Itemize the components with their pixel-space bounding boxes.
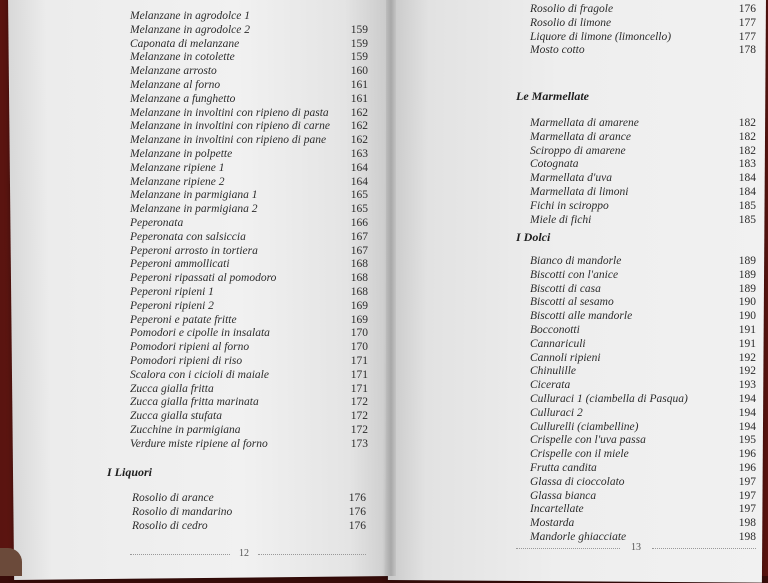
entry-page-number: 172 — [350, 410, 368, 423]
entry-page-number: 189 — [738, 282, 756, 295]
entry-page-number: 189 — [738, 268, 756, 281]
entry-page-number: 194 — [738, 392, 756, 405]
entry-page-number: 171 — [350, 354, 368, 367]
index-entry — [530, 255, 756, 269]
entry-page-number: 178 — [738, 44, 756, 57]
entry-title: Marmellata d'uva — [530, 172, 612, 185]
entry-title: Pomodori ripieni di riso — [130, 354, 243, 367]
entry-page-number: 184 — [738, 172, 756, 185]
entry-title: Crispelle con il miele — [530, 448, 629, 461]
entry-title: Cannariculi — [530, 337, 586, 350]
entry-title: Miele di fichi — [530, 213, 592, 226]
entry-title: Verdure miste ripiene al forno — [130, 437, 268, 450]
entry-title: Culluraci 2 — [530, 406, 583, 419]
index-entry — [530, 490, 756, 504]
entry-page-number: 194 — [738, 406, 756, 419]
index-entry — [530, 214, 756, 228]
entry-title: Chinulille — [530, 365, 576, 378]
entry-title: Melanzane in cotolette — [130, 51, 235, 64]
entry-title: Cullurelli (ciambelline) — [530, 420, 639, 433]
entry-page-number: 167 — [350, 244, 368, 257]
entry-title: Rosolio di cedro — [132, 519, 208, 532]
entry-title: Peperoni ripassati al pomodoro — [130, 272, 277, 285]
index-entry — [132, 492, 366, 506]
entry-page-number: 176 — [348, 519, 366, 532]
right-page-number: 13 — [631, 542, 641, 553]
index-entry — [530, 269, 756, 283]
index-entry — [530, 186, 756, 200]
entry-page-number: 189 — [738, 255, 756, 267]
index-entry — [530, 200, 756, 214]
entry-title: Frutta candita — [530, 461, 597, 474]
index-entry — [530, 503, 756, 517]
entry-title: Crispelle con l'uva passa — [530, 434, 646, 447]
entry-title: Peperoni ripieni 1 — [130, 285, 214, 298]
thumb — [0, 548, 22, 576]
entry-page-number: 171 — [350, 368, 368, 381]
entry-title: Peperoni ammollicati — [130, 258, 230, 271]
entry-title: Glassa di cioccolato — [530, 475, 625, 488]
index-entry — [530, 172, 756, 186]
index-entry — [130, 38, 368, 52]
entry-page-number: 182 — [738, 144, 756, 157]
index-entry — [530, 365, 756, 379]
entry-page-number: 197 — [738, 489, 756, 502]
entry-title: Peperoni e patate fritte — [130, 313, 237, 326]
index-entry — [130, 203, 368, 217]
index-entry — [530, 448, 756, 462]
entry-title: Melanzane in parmigiana 2 — [130, 203, 258, 216]
index-entry — [130, 355, 368, 369]
index-entry — [530, 310, 756, 324]
section-dolci — [516, 229, 756, 245]
index-entry — [130, 120, 368, 134]
entry-title: Biscotti alle mandorle — [530, 310, 633, 323]
entry-page-number: 161 — [350, 78, 368, 91]
entry-page-number: 163 — [350, 147, 368, 160]
index-entry — [130, 300, 368, 314]
entry-title: Pomodori e cipolle in insalata — [130, 327, 270, 340]
index-entry — [530, 145, 756, 159]
entry-page-number: 164 — [350, 175, 368, 188]
entry-title: Zucca gialla fritta marinata — [130, 396, 259, 409]
entry-page-number: 162 — [350, 134, 368, 147]
index-entry — [130, 424, 368, 438]
index-entry — [530, 17, 756, 31]
entry-page-number: 191 — [738, 337, 756, 350]
entry-page-number: 196 — [738, 448, 756, 461]
section-title-marmellate: Le Marmellate — [516, 89, 589, 103]
right-page-footer — [516, 542, 756, 554]
entry-page-number: 192 — [738, 351, 756, 364]
entry-title: Melanzane arrosto — [130, 65, 217, 78]
entry-title: Peperonata con salsiccia — [130, 230, 246, 243]
index-entry — [530, 131, 756, 145]
entry-title: Liquore di limone (limoncello) — [530, 30, 672, 43]
index-entry — [130, 148, 368, 162]
entry-page-number: 177 — [738, 30, 756, 43]
entry-page-number: 170 — [350, 341, 368, 354]
entry-page-number: 195 — [738, 434, 756, 447]
index-entry — [132, 520, 366, 534]
index-entry — [530, 462, 756, 476]
entry-title: Melanzane in involtini con ripieno di pasta — [130, 106, 329, 119]
entry-page-number: 165 — [350, 189, 368, 202]
section-title-dolci: I Dolci — [516, 230, 551, 244]
entry-page-number: 172 — [350, 396, 368, 409]
index-entry — [130, 24, 368, 38]
index-entry — [130, 438, 368, 452]
marmellate-list — [530, 117, 756, 227]
section-liquori — [107, 464, 367, 480]
entry-title: Biscotti con l'anice — [530, 268, 619, 281]
entry-page-number: 184 — [738, 185, 756, 198]
entry-title: Melanzane in polpette — [130, 147, 233, 160]
entry-page-number: 183 — [738, 158, 756, 171]
entry-page-number: 172 — [350, 423, 368, 436]
entry-page-number: 160 — [350, 65, 368, 78]
index-entry — [132, 506, 366, 520]
index-entry — [130, 341, 368, 355]
entry-page-number: 198 — [738, 530, 756, 543]
entry-title: Zucchine in parmigiana — [130, 423, 241, 436]
entry-title: Rosolio di fragole — [530, 3, 614, 15]
entry-title: Cicerata — [530, 379, 571, 392]
entry-page-number: 159 — [350, 37, 368, 50]
index-entry — [530, 393, 756, 407]
entry-title: Bianco di mandorle — [530, 255, 622, 267]
index-entry — [530, 338, 756, 352]
entry-title: Marmellata di arance — [530, 130, 631, 143]
entry-page-number: 176 — [348, 505, 366, 518]
entry-title: Biscotti al sesamo — [530, 296, 614, 309]
right-top-list — [530, 3, 756, 58]
entry-title: Incartellate — [530, 503, 584, 516]
entry-page-number: 176 — [738, 3, 756, 15]
index-entry — [130, 383, 368, 397]
left-page-footer — [130, 548, 366, 560]
index-entry — [530, 352, 756, 366]
index-entry — [130, 314, 368, 328]
entry-page-number: 196 — [738, 461, 756, 474]
left-page-number: 12 — [239, 548, 249, 559]
entry-title: Melanzane ripiene 2 — [130, 175, 225, 188]
index-entry — [530, 3, 756, 17]
entry-page-number: 171 — [350, 382, 368, 395]
entry-title: Peperoni arrosto in tortiera — [130, 244, 258, 257]
entry-page-number: 170 — [350, 327, 368, 340]
entry-page-number: 168 — [350, 258, 368, 271]
index-entry — [530, 434, 756, 448]
index-entry — [130, 189, 368, 203]
entry-page-number: 182 — [738, 117, 756, 129]
index-entry — [130, 107, 368, 121]
entry-page-number: 165 — [350, 203, 368, 216]
section-marmellate — [516, 88, 756, 104]
index-entry — [530, 379, 756, 393]
entry-page-number: 191 — [738, 323, 756, 336]
entry-page-number: 159 — [350, 51, 368, 64]
entry-page-number: 169 — [350, 299, 368, 312]
entry-page-number: 182 — [738, 130, 756, 143]
section-title-liquori: I Liquori — [107, 465, 153, 479]
entry-title: Marmellata di limoni — [530, 185, 629, 198]
entry-page-number: 162 — [350, 120, 368, 133]
index-entry — [530, 44, 756, 58]
entry-title: Mostarda — [530, 517, 575, 530]
entry-page-number: 197 — [738, 475, 756, 488]
entry-title: Melanzane in agrodolce 1 — [130, 10, 250, 22]
index-entry — [530, 296, 756, 310]
entry-page-number: 185 — [738, 199, 756, 212]
index-entry — [130, 79, 368, 93]
entry-page-number: 167 — [350, 230, 368, 243]
entry-page-number: 193 — [738, 379, 756, 392]
entry-title: Biscotti di casa — [530, 282, 601, 295]
entry-title: Melanzane in involtini con ripieno di pane — [130, 134, 327, 147]
entry-title: Melanzane al forno — [130, 78, 221, 91]
entry-page-number: 192 — [738, 365, 756, 378]
entry-title: Rosolio di mandarino — [132, 505, 233, 518]
book-gutter — [386, 0, 396, 576]
entry-page-number: 198 — [738, 517, 756, 530]
entry-page-number: 176 — [348, 492, 366, 504]
entry-page-number: 190 — [738, 296, 756, 309]
index-entry — [530, 117, 756, 131]
index-entry — [530, 476, 756, 490]
index-entry — [530, 517, 756, 531]
entry-page-number: 161 — [350, 92, 368, 105]
entry-title: Rosolio di arance — [132, 492, 214, 504]
entry-page-number: 190 — [738, 310, 756, 323]
index-entry — [130, 245, 368, 259]
index-entry — [130, 176, 368, 190]
entry-page-number: 162 — [350, 106, 368, 119]
index-entry — [130, 410, 368, 424]
index-entry — [130, 217, 368, 231]
entry-title: Melanzane ripiene 1 — [130, 161, 225, 174]
entry-title: Caponata di melanzane — [130, 37, 240, 50]
index-entry — [530, 421, 756, 435]
entry-title: Cannoli ripieni — [530, 351, 601, 364]
entry-title: Melanzane a funghetto — [130, 92, 236, 105]
entry-title: Glassa bianca — [530, 489, 597, 502]
entry-page-number: 159 — [350, 23, 368, 36]
entry-page-number: 185 — [738, 213, 756, 226]
entry-title: Pomodori ripieni al forno — [130, 341, 250, 354]
index-entry — [130, 65, 368, 79]
entry-page-number: 173 — [350, 437, 368, 450]
entry-title: Rosolio di limone — [530, 16, 612, 29]
index-entry — [130, 231, 368, 245]
index-entry — [130, 258, 368, 272]
entry-title: Melanzane in involtini con ripieno di carne — [130, 120, 330, 133]
entry-title: Sciroppo di amarene — [530, 144, 626, 157]
entry-title: Mosto cotto — [530, 44, 585, 57]
entry-title: Zucca gialla fritta — [130, 382, 214, 395]
index-entry — [130, 327, 368, 341]
index-entry — [530, 31, 756, 45]
entry-title: Melanzane in agrodolce 2 — [130, 23, 250, 36]
entry-title: Culluraci 1 (ciambella di Pasqua) — [530, 392, 688, 405]
entry-title: Cotognata — [530, 158, 579, 171]
dolci-list — [530, 255, 756, 545]
index-entry — [530, 407, 756, 421]
index-entry — [130, 396, 368, 410]
left-page-index — [130, 10, 368, 452]
entry-page-number: 164 — [350, 161, 368, 174]
entry-page-number: 197 — [738, 503, 756, 516]
entry-title: Scalora con i cicioli di maiale — [130, 368, 269, 381]
entry-page-number: 194 — [738, 420, 756, 433]
entry-title: Mandorle ghiacciate — [530, 530, 627, 543]
entry-page-number: 169 — [350, 313, 368, 326]
entry-page-number: 177 — [738, 16, 756, 29]
index-entry — [130, 286, 368, 300]
index-entry — [530, 283, 756, 297]
entry-title: Fichi in sciroppo — [530, 199, 609, 212]
index-entry — [130, 10, 368, 24]
index-entry — [530, 324, 756, 338]
entry-page-number: 168 — [350, 272, 368, 285]
entry-title: Bocconotti — [530, 323, 580, 336]
entry-page-number: 166 — [350, 216, 368, 229]
index-entry — [130, 93, 368, 107]
index-entry — [130, 272, 368, 286]
entry-title: Melanzane in parmigiana 1 — [130, 189, 258, 202]
entry-title: Marmellata di amarene — [530, 117, 639, 129]
index-entry — [130, 162, 368, 176]
entry-title: Zucca gialla stufata — [130, 410, 222, 423]
index-entry — [130, 51, 368, 65]
entry-title: Peperonata — [130, 216, 184, 229]
index-entry — [130, 134, 368, 148]
liquori-list — [132, 492, 366, 533]
index-entry — [530, 158, 756, 172]
entry-page-number: 168 — [350, 285, 368, 298]
entry-title: Peperoni ripieni 2 — [130, 299, 214, 312]
index-entry — [130, 369, 368, 383]
